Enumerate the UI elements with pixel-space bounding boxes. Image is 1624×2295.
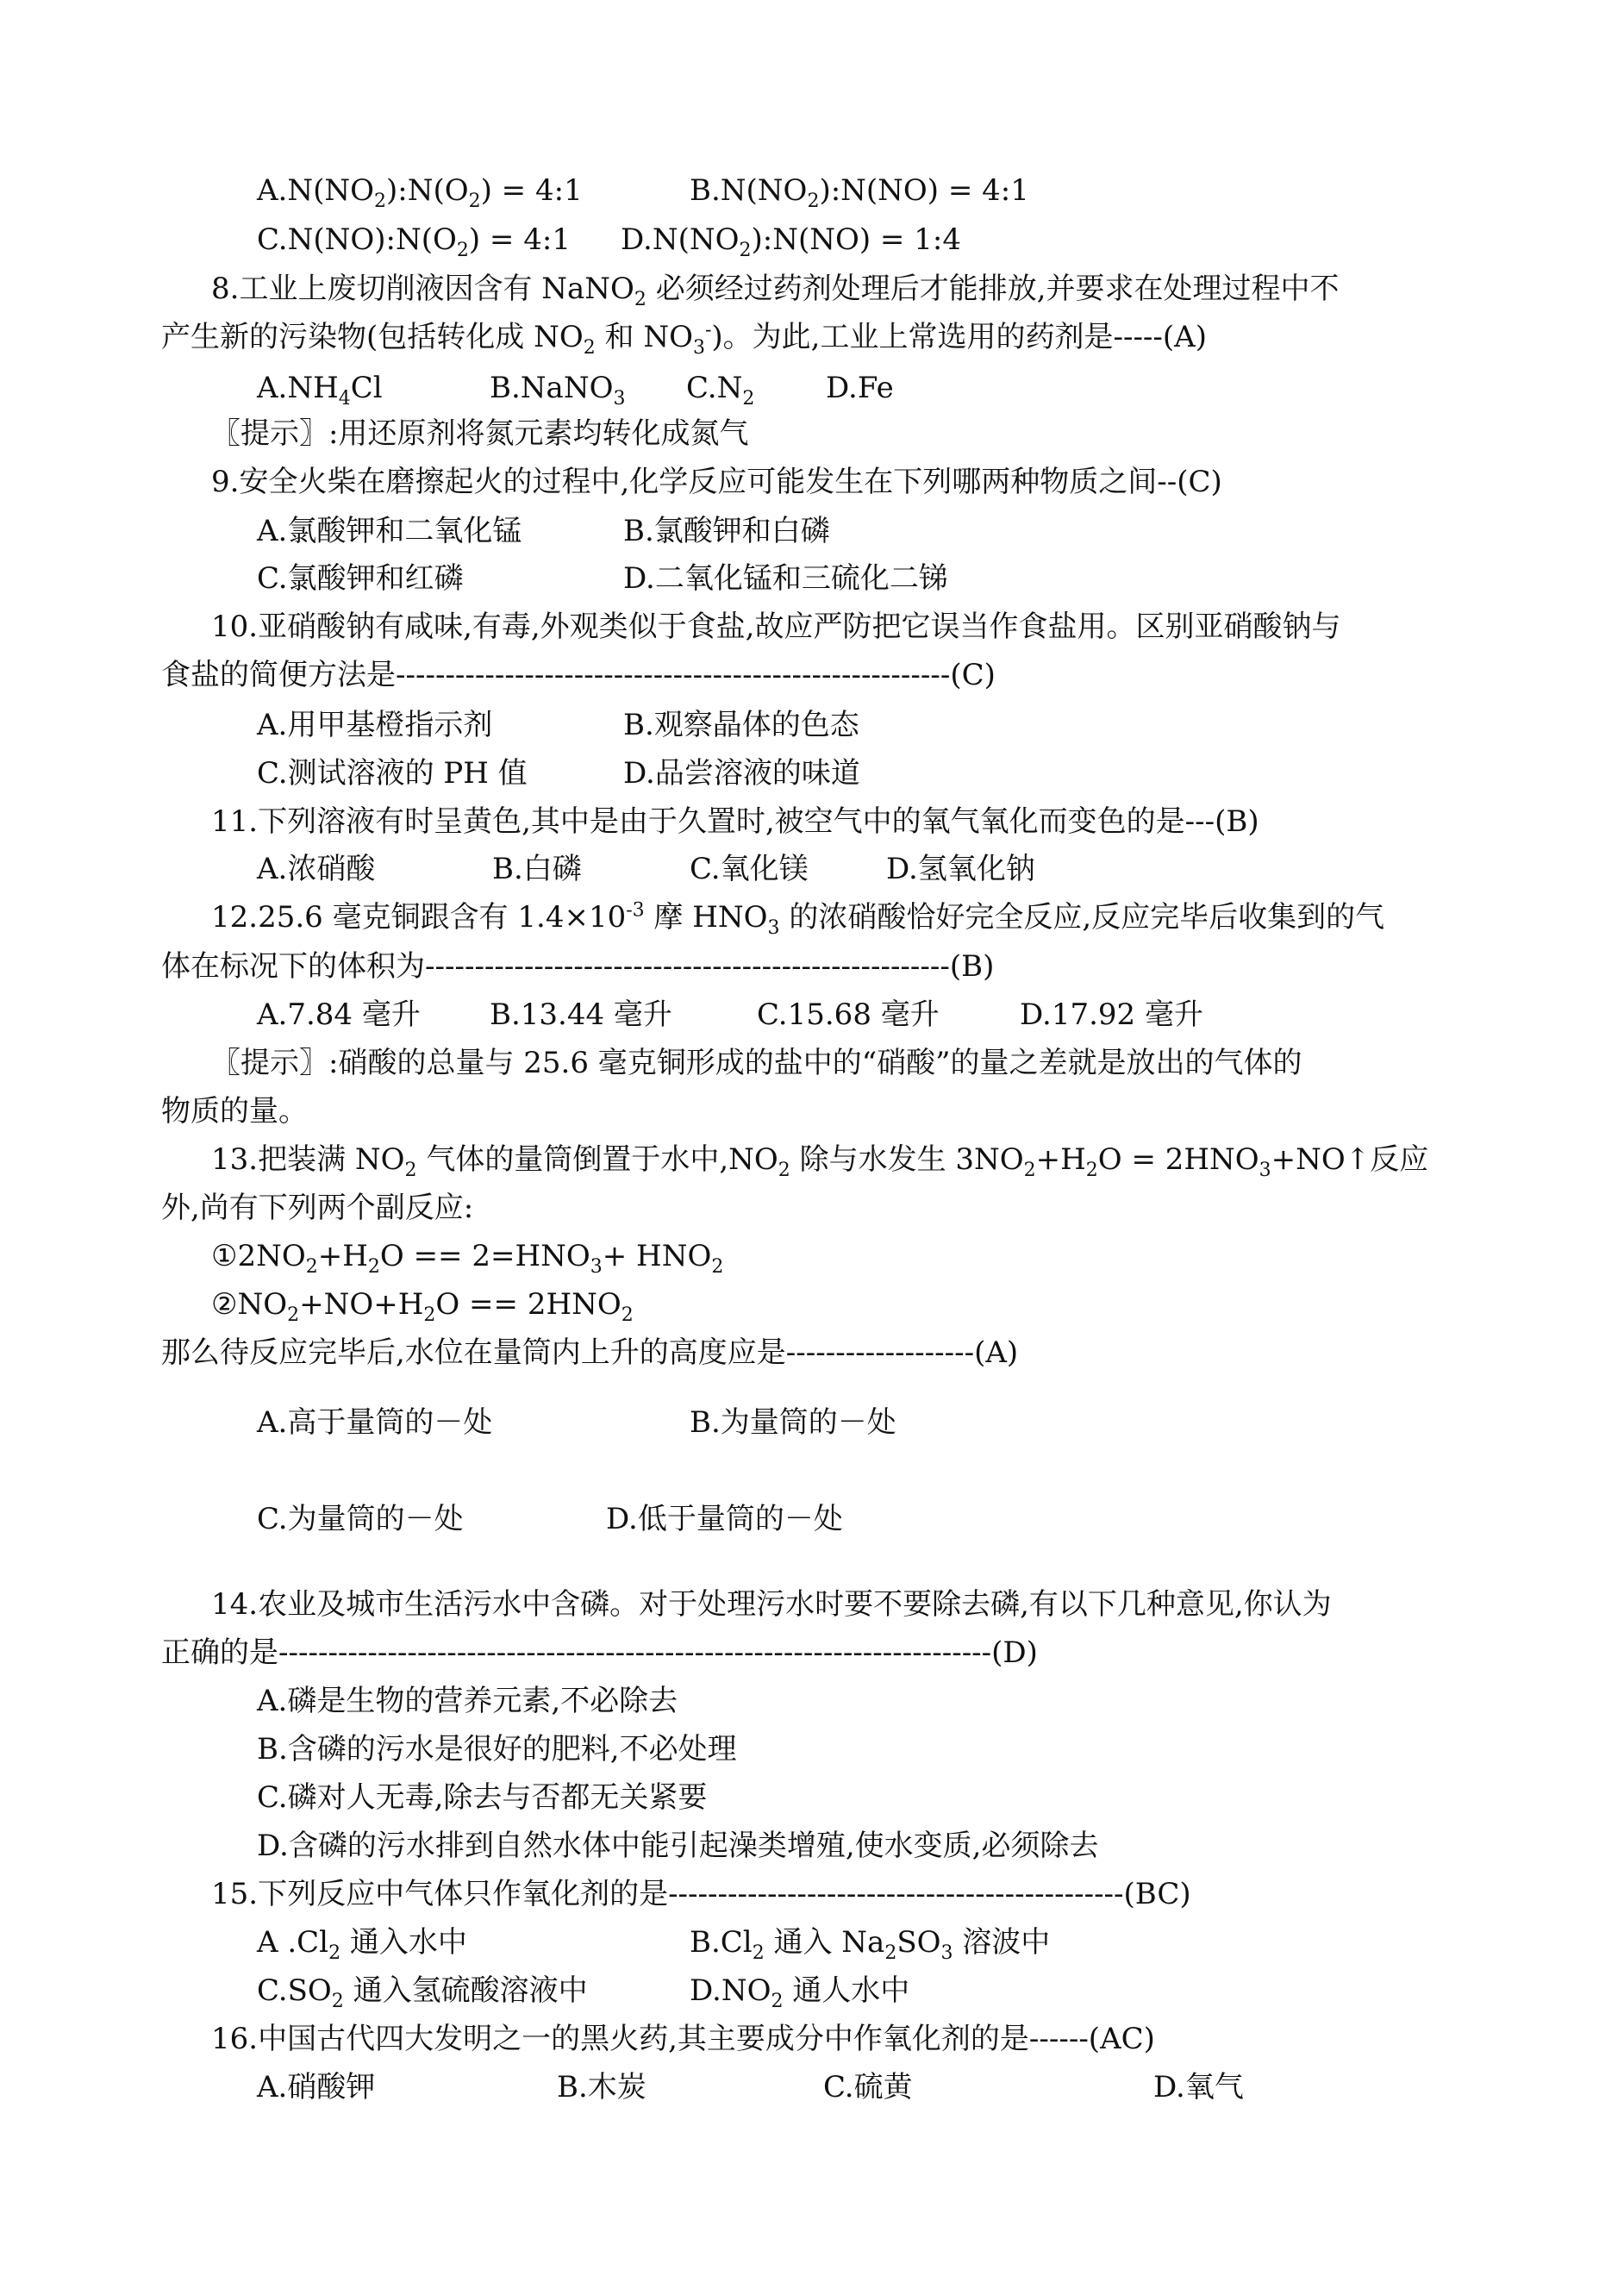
option-d: D.品尝溶液的味道 [623,756,860,791]
text: D.NO [690,1973,771,2008]
text: 通人水中 [783,1973,910,2008]
subscript: 2 [468,190,481,212]
subscript: 2 [621,1304,634,1326]
option-b [490,366,625,410]
text: O == 2=HNO [379,1239,590,1273]
option-a [257,371,383,410]
subscript: 4 [338,387,351,410]
text: ) = 4:1 [468,222,571,257]
option-b [690,1921,1050,1964]
question-11-options [257,847,1035,891]
question-13-options-row-2 [257,1498,843,1541]
option-a: A.N(NO [257,173,374,208]
text: +NO+H [299,1287,424,1322]
option-d [621,218,961,261]
text: ):N(O [386,173,469,208]
question-14-option-b: B.含磷的污水是很好的肥料,不必处理 [257,1732,737,1767]
option-a: A.高于量筒的－处 [257,1405,493,1440]
text: +H [317,1239,368,1273]
text: Cl [350,371,383,405]
question-13-reaction-2 [211,1283,634,1326]
option-c: C.N(NO):N(O [257,222,457,257]
question-13-reaction-1 [211,1235,723,1278]
option-b: B.白磷 [492,852,582,886]
text: 摩 HNO [644,900,768,935]
text: +NO↑反应 [1271,1142,1429,1177]
option-d: D.17.92 毫升 [1020,997,1203,1032]
question-12-hint-line-2: 物质的量。 [161,1094,308,1129]
option-a: A.硝酸钾 [257,2070,376,2104]
option-a: A.用甲基橙指示剂 [257,708,493,742]
subscript: 3 [940,1942,953,1964]
text: 通入 Na [764,1925,885,1960]
subscript: 2 [771,1990,784,2012]
option-a: A.7.84 毫升 [257,997,421,1032]
question-15-stem: 15.下列反应中气体只作氧化剂的是----------------------------------------------(BC) [211,1877,1191,1911]
question-16-options [257,2066,1244,2109]
option-b: B.氯酸钾和白磷 [623,514,830,548]
option-c: C.为量筒的－处 [257,1502,464,1536]
text: O == 2HNO [435,1287,621,1322]
option-line [257,218,961,261]
question-9-options-row-2 [257,557,948,600]
text: )。为此,工业上常选用的药剂是-----(A) [711,320,1207,354]
option-b: B.木炭 [557,2070,646,2104]
option-c: C.硫黄 [823,2070,913,2104]
text: 13.把装满 NO [211,1142,405,1177]
option-c: C.氧化镁 [690,852,809,886]
question-13-line-2: 外,尚有下列两个副反应: [161,1191,474,1225]
option-d: D.氧气 [1153,2070,1244,2104]
subscript: 2 [331,1990,344,2012]
question-15-options-row-1 [257,1921,1051,1964]
text: C.SO [257,1973,332,2008]
text: 气体的量筒倒置于水中,NO [416,1142,778,1177]
option-a: A.浓硝酸 [257,852,376,886]
subscript: 2 [742,387,755,410]
text: 溶波中 [953,1925,1051,1960]
text: B.NaNO [490,371,614,405]
question-10-line-1: 10.亚硝酸钠有咸味,有毒,外观类似于食盐,故应严防把它误当作食盐用。区别亚硝酸钠与 [211,610,1341,644]
text: + HNO [602,1239,712,1273]
question-9-stem: 9.安全火柴在磨擦起火的过程中,化学反应可能发生在下列哪两种物质之间--(C) [211,465,1222,499]
subscript: 2 [778,1159,790,1181]
question-16-stem: 16.中国古代四大发明之一的黑火药,其主要成分中作氧化剂的是------(AC) [211,2022,1155,2056]
subscript: 3 [613,387,626,410]
option-c [257,1973,588,2012]
question-13-line-3: 那么待反应完毕后,水位在量筒内上升的高度应是-------------------(A) [161,1335,1019,1370]
question-11-stem: 11.下列溶液有时呈黄色,其中是由于久置时,被空气中的氧气氧化而变色的是---(B) [211,804,1259,839]
subscript: 2 [634,288,646,310]
subscript: 2 [1085,1159,1098,1181]
subscript: 2 [884,1942,897,1964]
subscript: 2 [583,336,596,359]
option-d [690,1969,909,2012]
option-d: D.二氧化锰和三硫化二锑 [623,561,948,596]
option-d: D.低于量筒的－处 [606,1502,843,1536]
subscript: 3 [692,336,705,359]
question-8-hint: 〖提示〗:用还原剂将氮元素均转化成氮气 [211,416,749,451]
text: A .Cl [257,1925,329,1960]
question-13-line-1 [211,1138,1428,1181]
subscript: 2 [404,1159,417,1181]
text: 通入水中 [340,1925,467,1960]
text: B.N(NO [690,173,808,208]
option-c: C.测试溶液的 PH 值 [257,756,528,791]
subscript: 2 [328,1942,341,1964]
subscript: 2 [456,239,469,261]
question-9-options-row-1 [257,510,830,553]
option-c [686,366,754,410]
option-c: C.15.68 毫升 [757,997,940,1032]
question-14-line-2: 正确的是------------------------------------------------------------------------(D) [161,1635,1038,1670]
question-10-options-row-2 [257,752,860,795]
text: 12.25.6 毫克铜跟含有 1.4×10 [211,900,627,935]
option-b: B.13.44 毫升 [490,997,672,1032]
subscript: 3 [1259,1159,1271,1181]
question-14-option-d: D.含磷的污水排到自然水体中能引起澡类增殖,使水变质,必须除去 [257,1829,1099,1863]
text: B.Cl [690,1925,753,1960]
text: D.N(NO [621,222,740,257]
text: ) = 4:1 [480,173,583,208]
question-10-options-row-1 [257,704,859,747]
question-12-line-1 [211,896,1384,939]
subscript: 2 [1023,1159,1036,1181]
question-12-options [257,993,1203,1036]
question-14-option-a: A.磷是生物的营养元素,不必除去 [257,1684,678,1718]
option-a [257,1925,467,1964]
subscript: 2 [807,190,820,212]
subscript: 2 [752,1942,765,1964]
question-15-options-row-2 [257,1969,910,2012]
text: +H [1035,1142,1086,1177]
text: C.N [686,371,743,405]
option-b [690,169,1029,212]
question-8-line-2 [161,316,1207,359]
option-line [257,169,1029,212]
text: 必须经过药剂处理后才能排放,并要求在处理过程中不 [646,272,1340,306]
question-12-line-2: 体在标况下的体积为-----------------------------------------------------(B) [161,949,995,984]
text: 的浓硝酸恰好完全反应,反应完毕后收集到的气 [779,900,1385,935]
subscript: 2 [423,1304,436,1326]
text: 除与水发生 3NO [790,1142,1024,1177]
superscript: - [704,319,712,341]
question-14-option-c: C.磷对人无毒,除去与否都无关紧要 [257,1780,708,1815]
text: O = 2HNO [1097,1142,1259,1177]
text: 8.工业上废切削液因含有 NaNO [211,272,634,306]
option-c: C.氯酸钾和红磷 [257,561,464,596]
subscript: 2 [711,1255,724,1278]
superscript: -3 [626,899,645,922]
text: SO [896,1925,941,1960]
option-b: B.观察晶体的色态 [623,708,859,742]
subscript: 3 [590,1255,603,1278]
text: A.NH [257,371,339,405]
question-14-line-1: 14.农业及城市生活污水中含磷。对于处理污水时要不要除去磷,有以下几种意见,你认为 [211,1587,1332,1622]
question-8-line-1 [211,267,1340,310]
option-a: A.氯酸钾和二氧化锰 [257,514,522,548]
question-13-options-row-1 [257,1401,896,1444]
text: 和 NO [595,320,693,354]
text: ):N(NO) = 1:4 [751,222,961,257]
question-10-line-2: 食盐的简便方法是--------------------------------------------------------(C) [161,658,996,692]
subscript: 2 [305,1255,318,1278]
text: ②NO [211,1287,288,1322]
option-d: D.氢氧化钠 [886,852,1035,886]
text: 产生新的污染物(包括转化成 NO [161,320,584,354]
question-12-hint-line-1: 〖提示〗:硝酸的总量与 25.6 毫克铜形成的盐中的“硝酸”的量之差就是放出的气体的 [211,1046,1302,1080]
option-d: D.Fe [826,371,894,405]
subscript: 2 [374,190,386,212]
subscript: 2 [739,239,752,261]
subscript: 2 [367,1255,380,1278]
text: ):N(NO) = 4:1 [819,173,1029,208]
text: 通入氢硫酸溶液中 [343,1973,588,2008]
question-8-options [257,366,894,410]
subscript: 2 [287,1304,300,1326]
option-b: B.为量筒的－处 [690,1405,896,1440]
text: ①2NO [211,1239,306,1273]
subscript: 3 [767,916,780,939]
